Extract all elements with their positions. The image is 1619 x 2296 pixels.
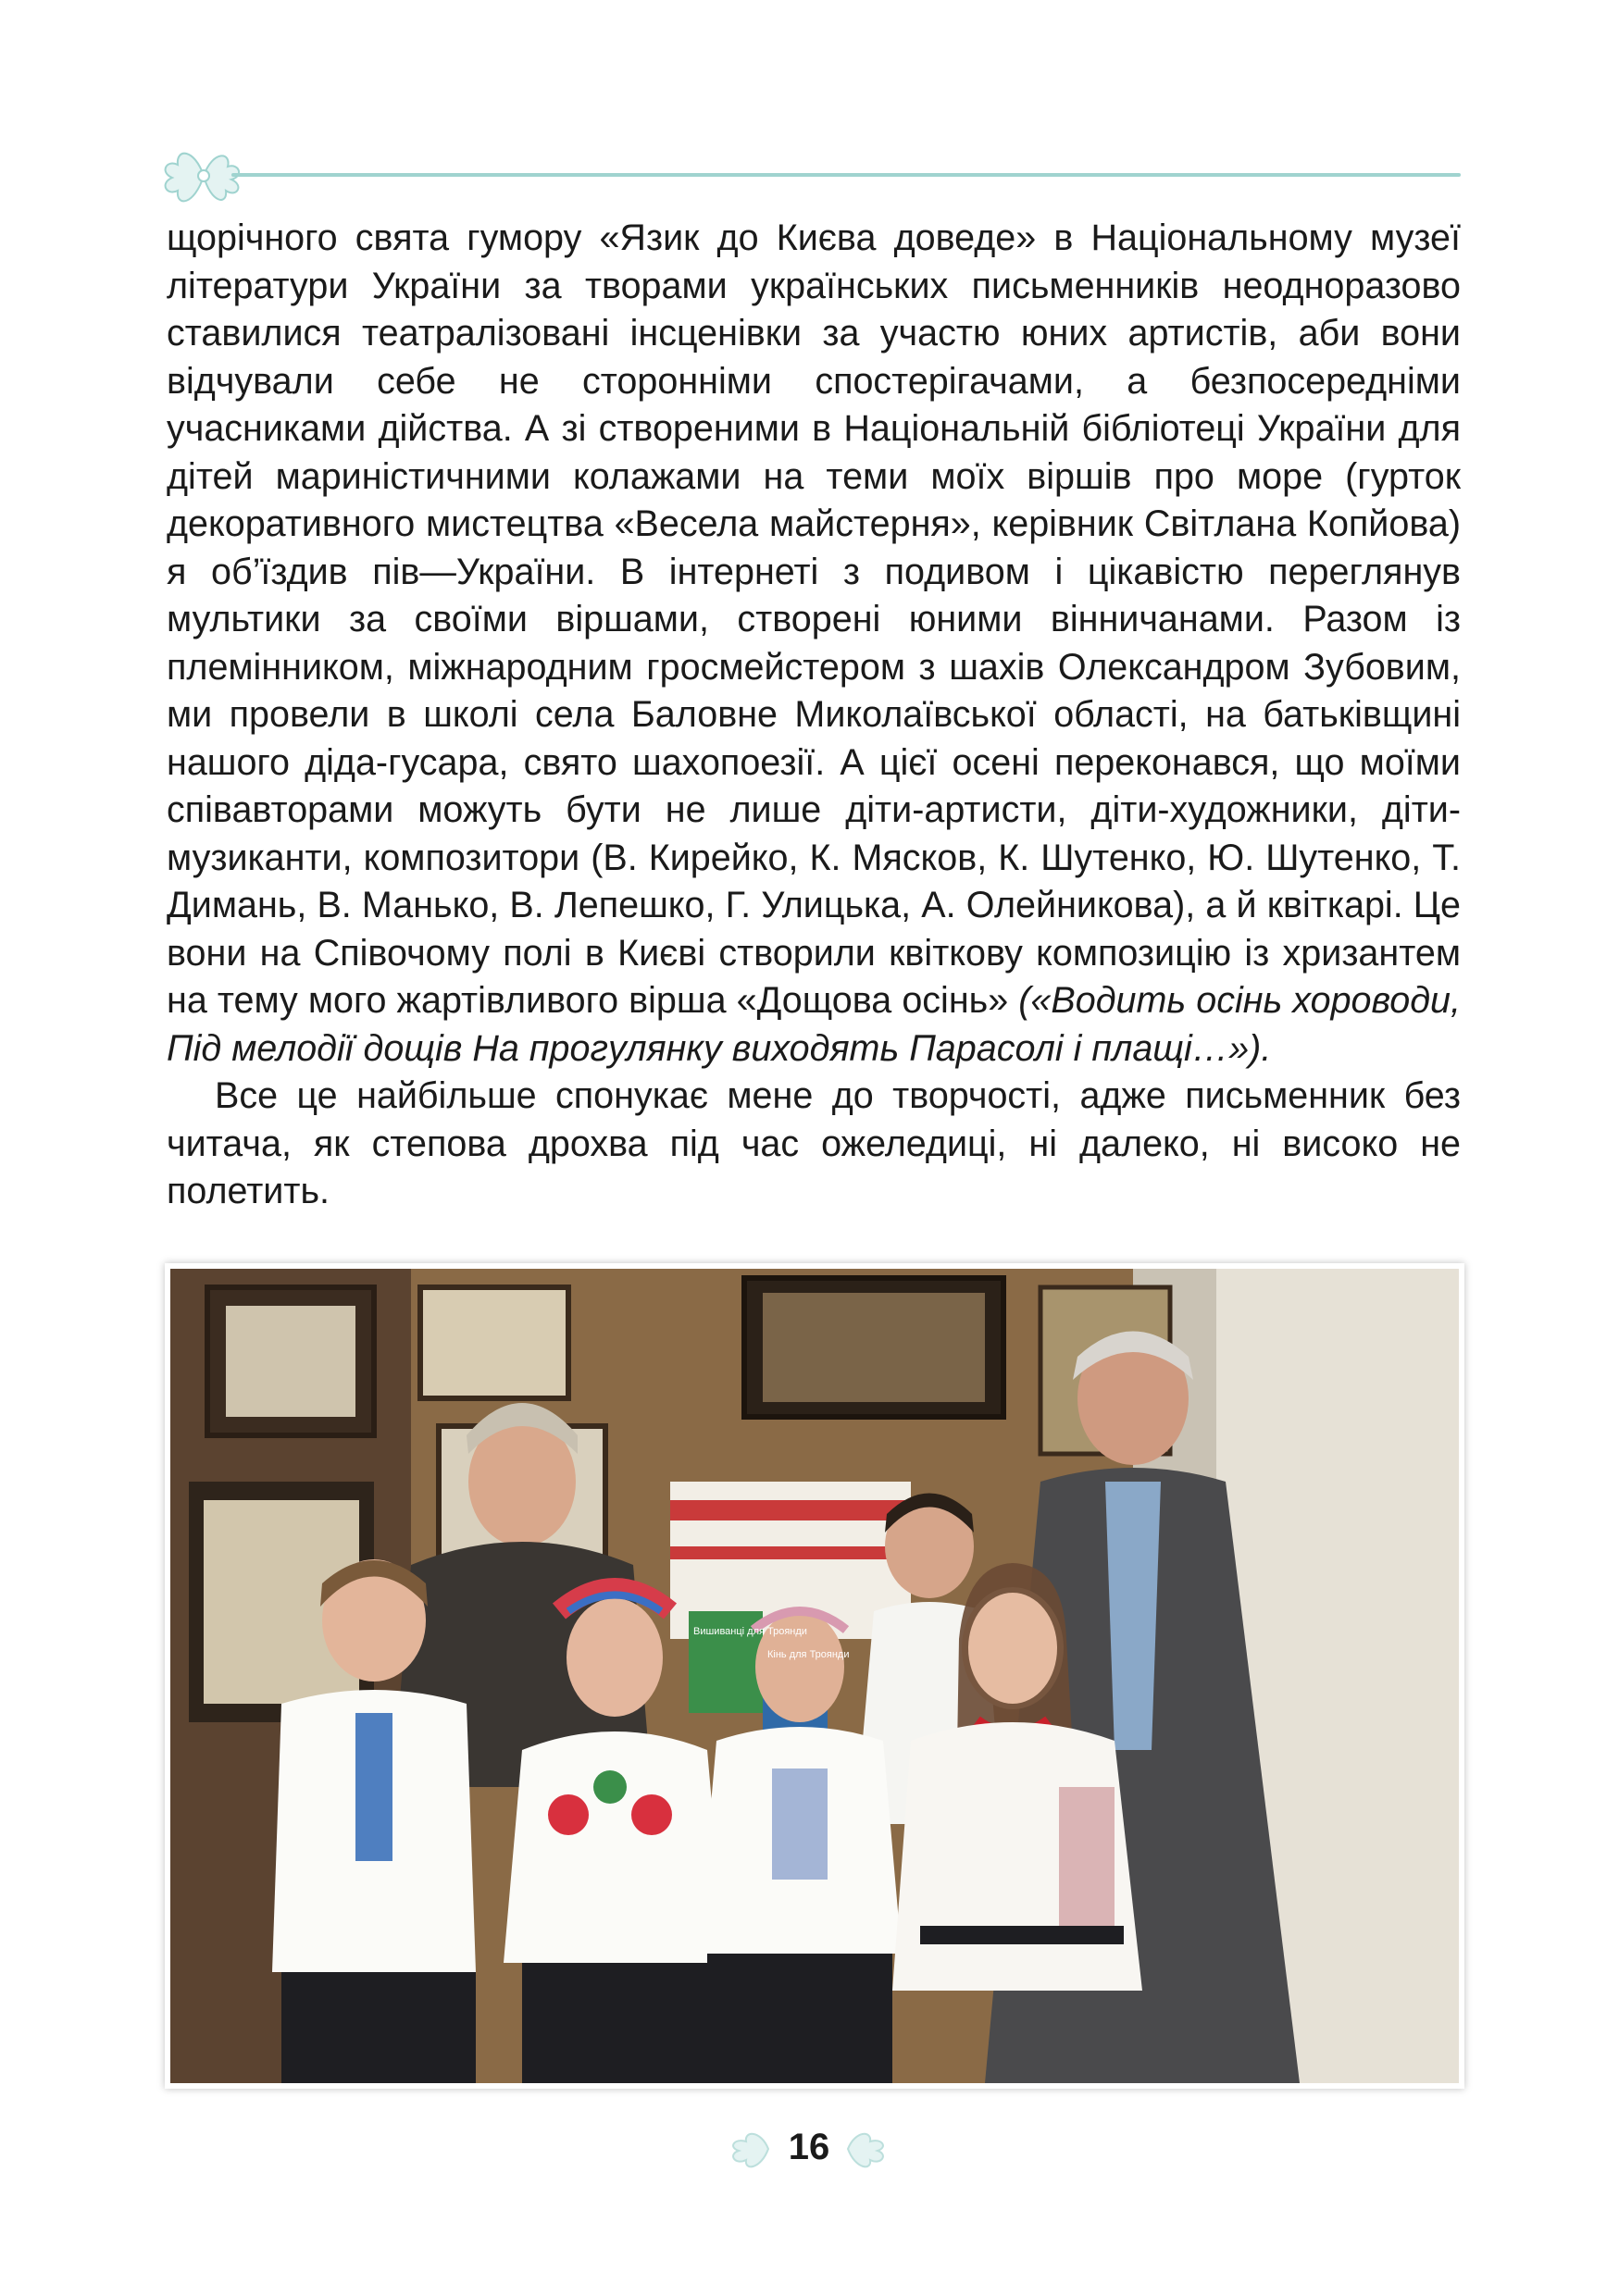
paragraph-2: Все це найбільше спонукає мене до творчості, адже письменник без читача, як степова дрохва під час ожеледиці, ні далеко, ні високо не полетить. [167,1075,1461,1211]
group-photo-illustration [170,1269,1459,2083]
book-cover-2-title: Кінь для Троянди [767,1649,850,1660]
group-photo [165,1263,1464,2089]
header-rule [231,173,1461,177]
poem-quote: («Водить осінь хороводи, Під мелодії дощів На прогулянку виходять Парасолі і плащі…»). [167,980,1462,1069]
book-cover-1-title: Вишиванці для Троянди [693,1626,807,1637]
body-text [167,215,1461,1216]
footer-flower-right-icon [844,2125,896,2173]
paragraph-1-text: щорічного свята гумору «Язик до Києва доведе» в Національному музеї літератури України за творами українських письменників неодноразово ставилися театралізовані інсценівки за участю юних артистів, аби вони відчували себе не сторонніми спостерігачами, а безпосередніми учасниками дійства. А зі створеними в Національній бібліотеці України для дітей мариністичними колажами на теми моїх віршів про море (гурток декоративного мистецтва «Весела майстерня», керівник Світлана Копйова) я об’їздив пів—України. В інтернеті з подивом і цікавістю переглянув мультики за своїми віршами, створені юними вінничанами. Разом із племінником, міжнародним гросмейстером з шахів Олександром Зубовим, ми провели в школі села Баловне Миколаївської області, на батьківщині нашого діда-гусара, свято шахопоезії. А цієї осені переконався, що моїми співавторами можуть бути не лише діти-артисти, діти-художники, діти-музиканти, композитори (В. Кирейко, К. Мясков, К. Шутенко, Ю. Шутенко, Т. Димань, В. Манько, В. Лепешко, Г. Улицька, А. Олейникова), а й квіткарі. Це вони на Співочому полі в Києві створили квіткову композицію із хризантем на тему мого жартівливого вірша «Дощова осінь» [167,217,1461,1021]
page-number: 16 [788,2127,830,2167]
paragraph-1 [167,215,1461,1073]
